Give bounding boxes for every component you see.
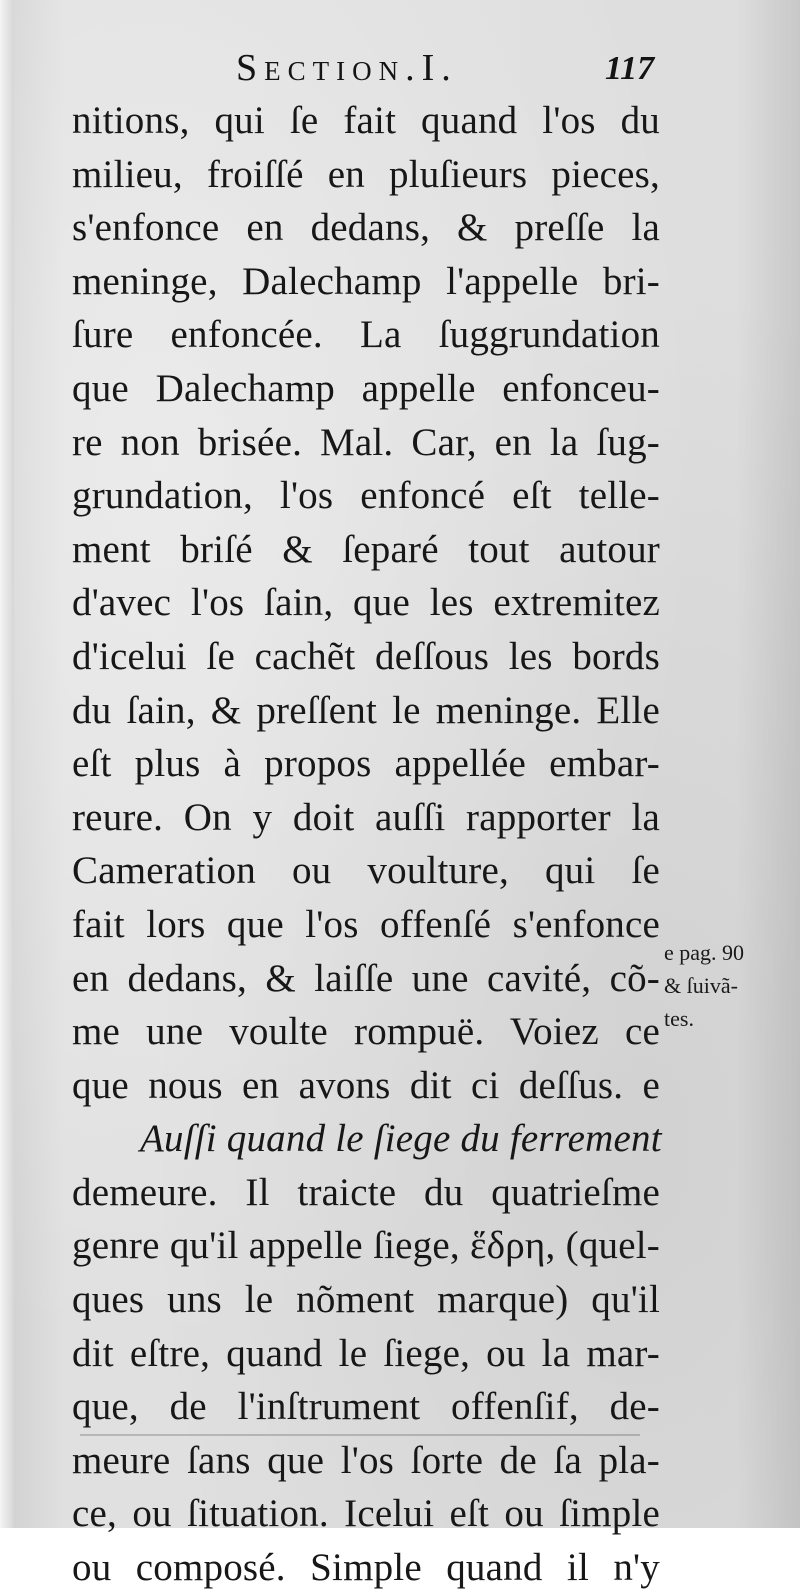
text-line: d'icelui ſe cachẽt deſſous les bords: [72, 634, 660, 678]
margin-note-line: tes.: [664, 1006, 694, 1031]
text-line: meure ſans que l'os ſorte de ſa pla-: [72, 1438, 660, 1482]
page-header: [0, 40, 800, 100]
text-line: meninge, Dalechamp l'appelle bri-: [72, 259, 660, 303]
text-line: du ſain, & preſſent le meninge. Elle: [72, 688, 660, 732]
text-line: reure. On y doit auſſi rapporter la: [72, 795, 660, 839]
text-line: grundation, l'os enfoncé eſt telle-: [72, 474, 660, 518]
text-line: s'enfonce en dedans, & preſſe la: [72, 206, 660, 250]
text-line: Cameration ou voulture, qui ſe: [72, 849, 660, 893]
text-line: ques uns le nõment marque) qu'il: [72, 1278, 660, 1322]
margin-note-line: e pag. 90: [664, 940, 745, 965]
text-line: eſt plus à propos appellée embar-: [72, 742, 660, 786]
body-text: [72, 94, 660, 1595]
text-line: dit eſtre, quand le ſiege, ou la mar-: [72, 1331, 660, 1375]
text-line: re non brisée. Mal. Car, en la ſug-: [72, 420, 660, 464]
text-line: milieu, froiſſé en pluſieurs pieces,: [72, 152, 660, 196]
text-line: que nous en avons dit ci deſſus. e: [72, 1063, 660, 1107]
text-line: que, de l'inſtrument offenſif, de-: [72, 1385, 660, 1429]
page-number: 117: [605, 50, 655, 87]
text-line: ment briſé & ſeparé tout autour: [72, 527, 660, 571]
text-line: que Dalechamp appelle enfonceu-: [72, 366, 660, 410]
text-line: en dedans, & laiſſe une cavité, cõ-: [72, 956, 660, 1000]
text-line: nitions, qui ſe fait quand l'os du: [72, 99, 660, 142]
text-line: d'avec l'os ſain, que les extremitez: [72, 581, 660, 625]
text-line: fait lors que l'os offenſé s'enfonce: [72, 902, 660, 946]
text-line: genre qu'il appelle ſiege, ἕδρη, (quel-: [72, 1224, 660, 1268]
text-line: me une voulte rompuë. Voiez ce: [72, 1010, 660, 1054]
bottom-rule: [80, 1434, 640, 1436]
text-line: ce, ou ſituation. Icelui eſt ou ſimple: [72, 1492, 660, 1536]
text-line-italic: Auſſi quand le ſiege du ferrement: [140, 1117, 662, 1161]
text-line: ou composé. Simple quand il n'y: [72, 1546, 660, 1590]
page-gutter: [0, 0, 14, 1528]
running-head: Section.I.: [236, 47, 458, 89]
margin-note-line: & ſuivã-: [664, 973, 738, 998]
text-line: demeure. Il traicte du quatrieſme: [72, 1170, 660, 1214]
margin-note: [664, 936, 794, 1035]
text-line: ſure enfoncée. La ſuggrundation: [72, 313, 660, 357]
